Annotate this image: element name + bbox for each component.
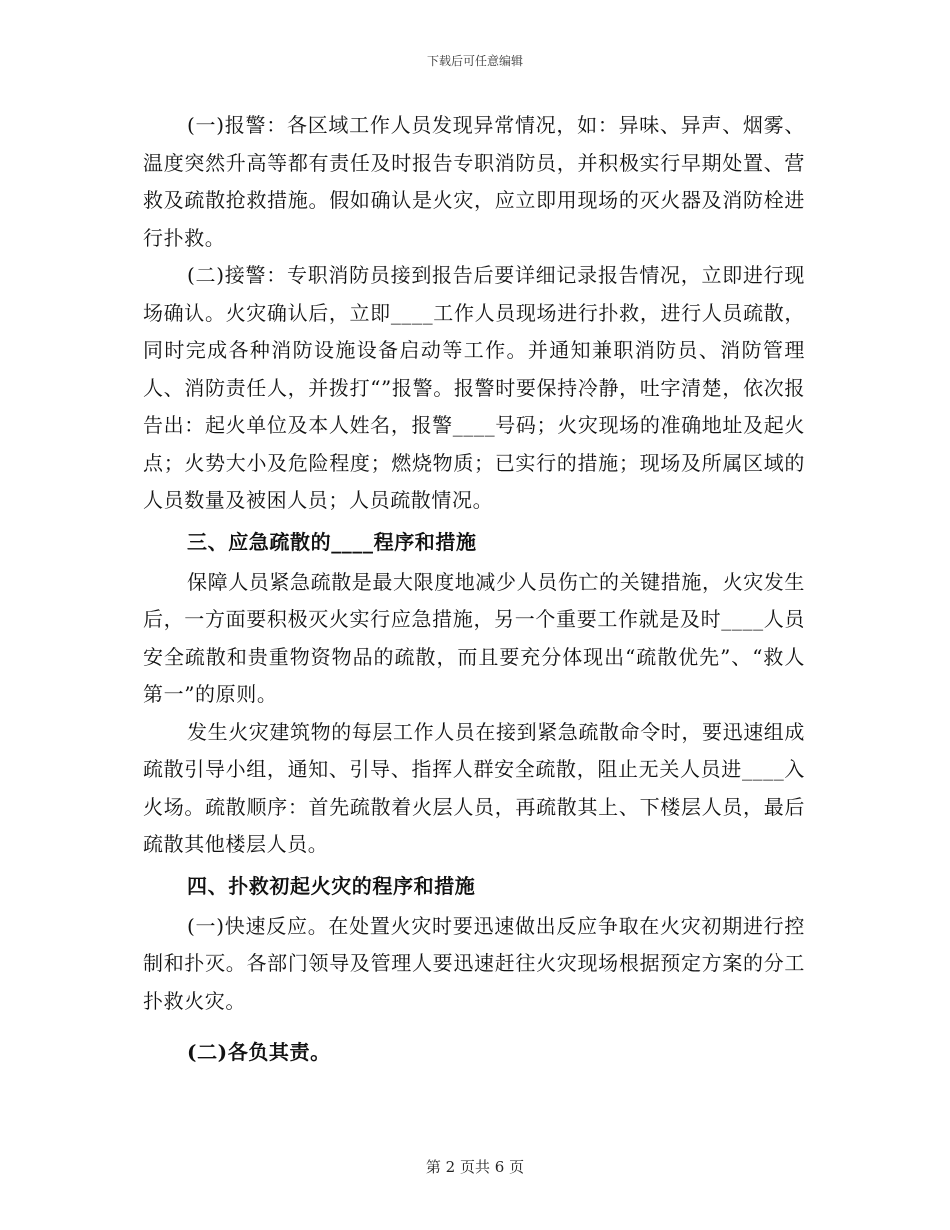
paragraph-evacuation-principle: 保障人员紧急疏散是最大限度地减少人员伤亡的关键措施，火灾发生后，一方面要积极灭火实行应急措施，另一个重要工作就是及时____人员安全疏散和贵重物资物品的疏散，而且要充分体现出“疏散优先”、“救人第一”的原则。 [143, 569, 805, 706]
paragraph-quick-response: (一)快速反应。在处置火灾时要迅速做出反应争取在火灾初期进行控制和扑灭。各部门领导及管理人要迅速赶往火灾现场根据预定方案的分工扑救火灾。 [143, 913, 805, 1013]
paragraph-alarm: (一)报警：各区域工作人员发现异常情况，如：异味、异声、烟雾、温度突然升高等都有责任及时报告专职消防员，并积极实行早期处置、营救及疏散抢救措施。假如确认是火灾，应立即用现场的灭火器及消防栓进行扑救。 [143, 113, 805, 250]
section-heading-firefighting: 四、扑救初起火灾的程序和措施 [187, 873, 476, 898]
paragraph-receive-alarm: (二)接警：专职消防员接到报告后要详细记录报告情况，立即进行现场确认。火灾确认后，立即____工作人员现场进行扑救，进行人员疏散，同时完成各种消防设施设备启动等工作。并通知兼职消防员、消防管理人、消防责任人，并拨打“”报警。报警时要保持冷静，吐字清楚，依次报告出：起火单位及本人姓名，报警____号码；火灾现场的准确地址及起火点；火势大小及危险程度；燃烧物质；已实行的措施；现场及所属区域的人员数量及被困人员；人员疏散情况。 [143, 263, 805, 512]
page-footer: 第 2 页共 6 页 [425, 1158, 525, 1176]
document-body [143, 107, 805, 1074]
subheading-responsibilities: (二)各负其责。 [187, 1040, 331, 1064]
section-heading-evacuation: 三、应急疏散的____程序和措施 [187, 529, 477, 554]
page-header: 下载后可任意编辑 [426, 54, 523, 68]
paragraph-evacuation-order: 发生火灾建筑物的每层工作人员在接到紧急疏散命令时，要迅速组成疏散引导小组，通知、引导、指挥人群安全疏散，阻止无关人员进____入火场。疏散顺序：首先疏散着火层人员，再疏散其上、下楼层人员，最后疏散其他楼层人员。 [143, 719, 805, 856]
